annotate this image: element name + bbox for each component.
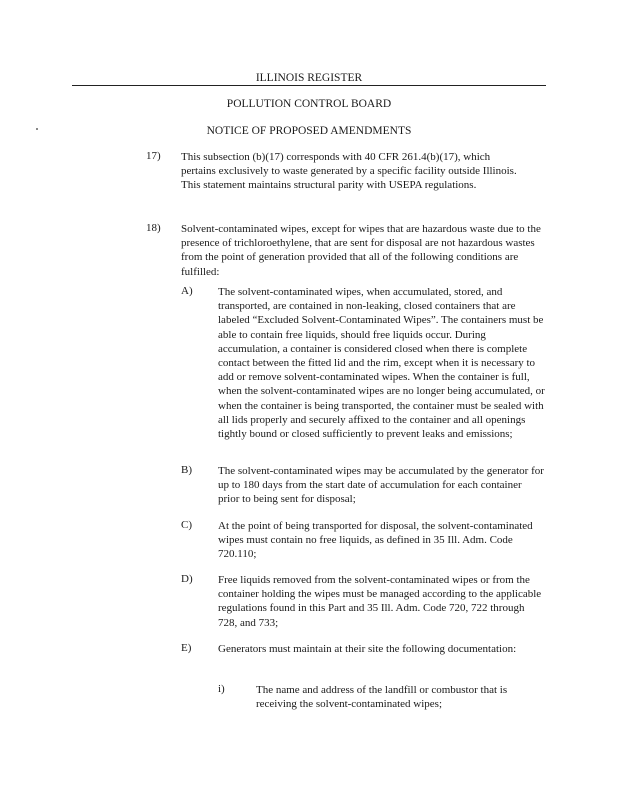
subitem-text: The solvent-contaminated wipes may be accumulated by the generator for up to 180 days from the start date of accumulation for each container prior to being sent for disposal; (218, 465, 544, 506)
subitem-label: A) (181, 285, 193, 297)
item-number: 18) (146, 222, 161, 234)
subitem-label: C) (181, 519, 192, 531)
subitem-label: D) (181, 573, 193, 585)
notice-title: NOTICE OF PROPOSED AMENDMENTS (206, 125, 412, 137)
header-rule (72, 85, 546, 86)
subitem-label: E) (181, 642, 192, 654)
item-number: 17) (146, 150, 161, 162)
subitem-text: Free liquids removed from the solvent-contaminated wipes or from the container holding the wipes must be managed according to the applicable regulations found in this Part and 35 Ill. Adm. Code 720, 722 through 728, and 733; (218, 574, 542, 629)
subitem-label: B) (181, 464, 192, 476)
register-title: ILLINOIS REGISTER (255, 72, 363, 84)
board-name: POLLUTION CONTROL BOARD (226, 98, 392, 110)
item-text: This subsection (b)(17) corresponds with 40 CFR 261.4(b)(17), which pertains exclusively to waste generated by a specific facility outside Illinois. This statement maintains structural parity with USEPA regulations. (181, 151, 517, 192)
subitem-text: Generators must maintain at their site the following documentation: (218, 643, 517, 655)
subsubitem-text: The name and address of the landfill or combustor that is receiving the solvent-contaminated wipes; (256, 684, 508, 711)
subitem-text: The solvent-contaminated wipes, when accumulated, stored, and transported, are contained in non-leaking, closed containers that are labeled “Excluded Solvent-Contaminated Wipes”. The containers must be able to contain free liquids, should free liquids occur. During accumulation, a container is considered closed when there is complete contact between the fitted lid and the rim, except when it is necessary to add or remove solvent-contaminated wipes. When the container is full, when the solvent-contaminated wipes are no longer being accumulated, or when the container is being transported, the container must be sealed with all lids properly and securely affixed to the container and all openings tightly bound or closed sufficiently to prevent leaks and emissions; (218, 286, 545, 441)
subsubitem-label: i) (218, 683, 225, 695)
subitem-text: At the point of being transported for disposal, the solvent-contaminated wipes must contain no free liquids, as defined in 35 Ill. Adm. Code 720.110; (218, 520, 533, 561)
item-text: Solvent-contaminated wipes, except for wipes that are hazardous waste due to the presence of trichloroethylene, that are sent for disposal are not hazardous wastes from the point of generation provided that all of the following conditions are fulfilled: (181, 223, 541, 278)
